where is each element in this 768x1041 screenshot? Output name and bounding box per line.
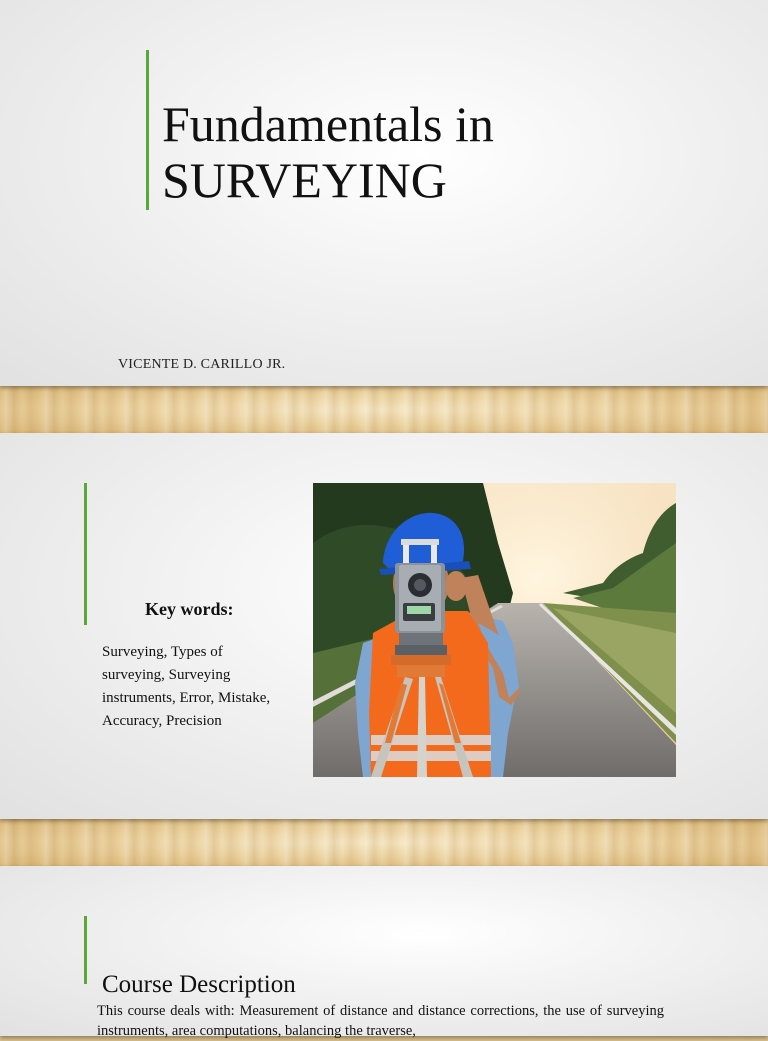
surveyor-photo xyxy=(313,483,676,777)
presentation-title xyxy=(162,96,494,208)
wood-background-bottom xyxy=(0,819,768,866)
accent-bar xyxy=(84,483,87,625)
accent-bar xyxy=(84,916,87,984)
accent-bar xyxy=(146,50,149,210)
course-description-text: This course deals with: Measurement of distance and distance corrections, the use of surveying instruments, area computations, balancing the traverse, xyxy=(97,1002,664,1039)
key-words-list: Surveying, Types of surveying, Surveying instruments, Error, Mistake, Accuracy, Precision xyxy=(102,644,271,729)
slide-course-description xyxy=(0,866,768,1039)
author-name: VICENTE D. CARILLO JR. xyxy=(118,357,286,372)
slide-key-words xyxy=(0,433,768,819)
wood-background-top xyxy=(0,386,768,433)
course-description-heading: Course Description xyxy=(102,970,296,998)
title-line-2: SURVEYING xyxy=(162,152,447,208)
key-words-heading: Key words: xyxy=(145,599,234,619)
slide-title xyxy=(0,0,768,386)
title-line-1: Fundamentals in xyxy=(162,96,494,152)
